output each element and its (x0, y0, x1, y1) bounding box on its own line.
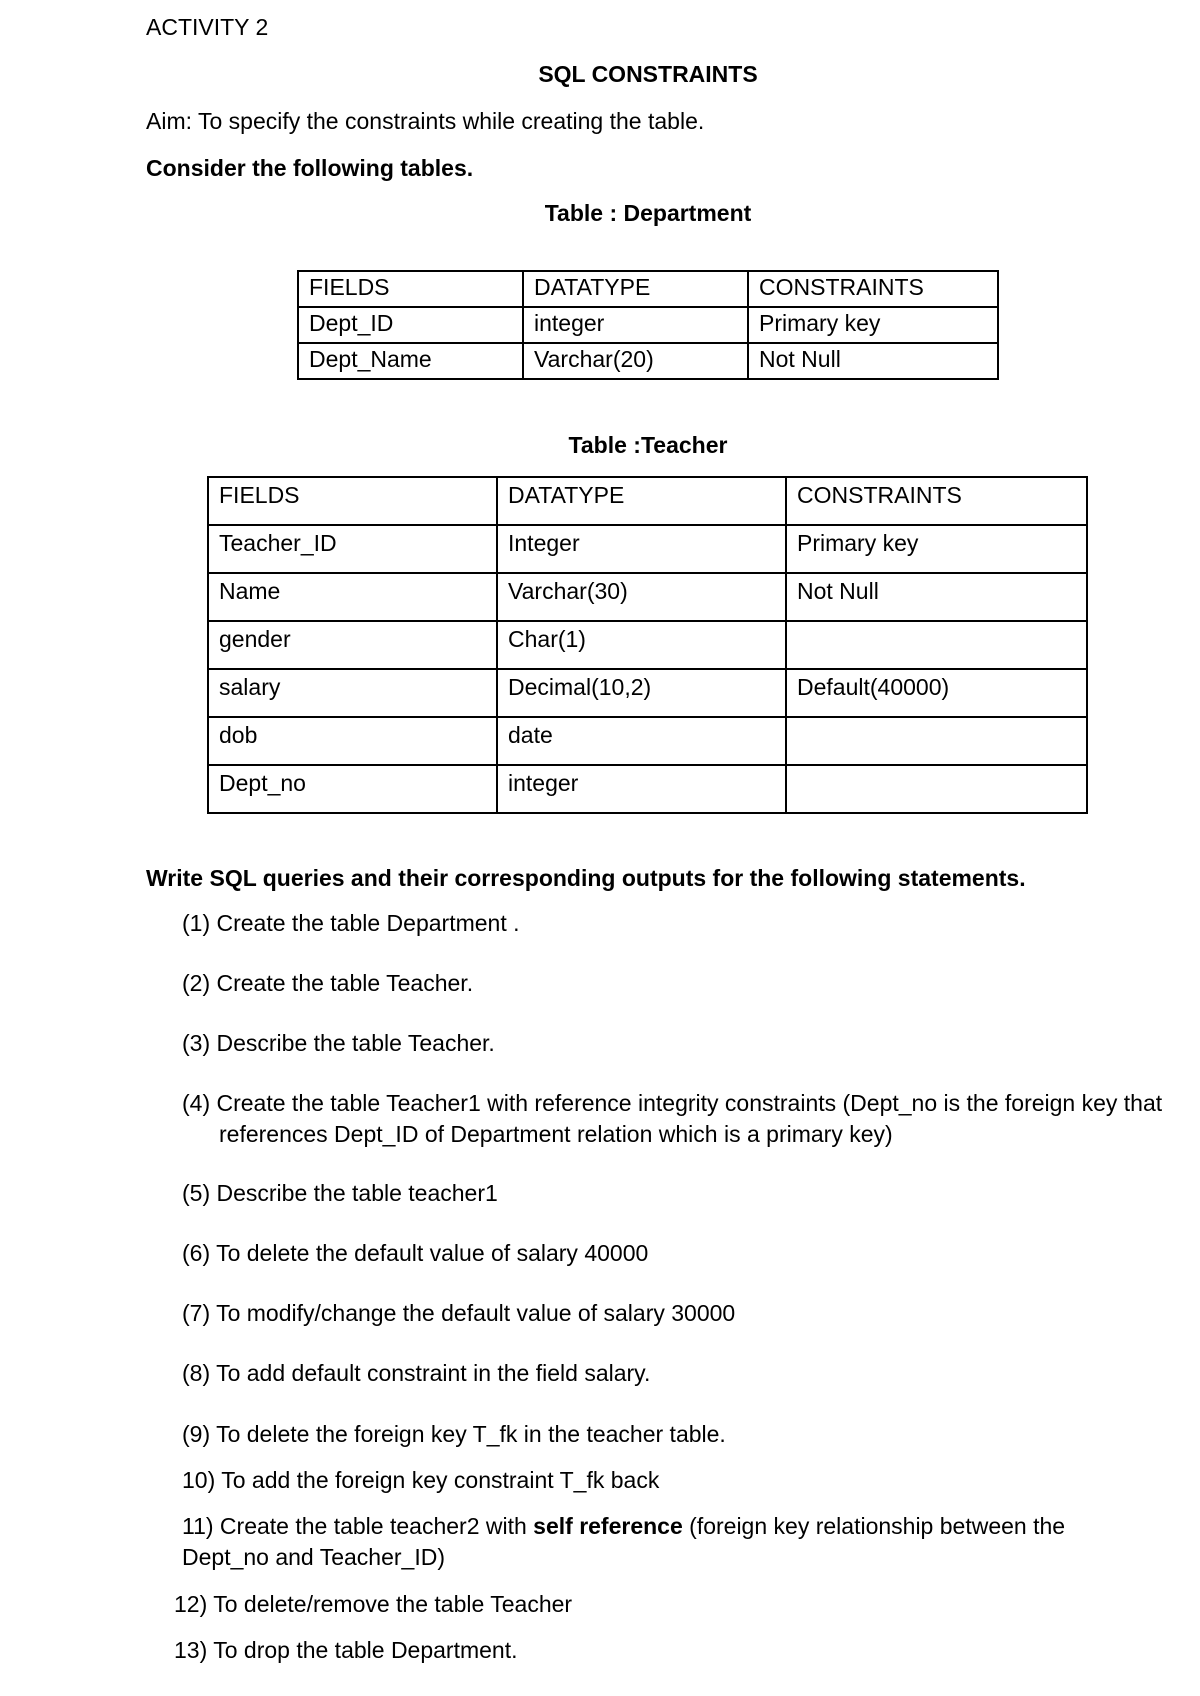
table-cell: Dept_no (208, 765, 497, 813)
header-cell: FIELDS (208, 477, 497, 525)
table-row (208, 621, 1087, 669)
table-cell (786, 765, 1087, 813)
table-row (208, 573, 1087, 621)
table-row (208, 525, 1087, 573)
table-cell: integer (497, 765, 786, 813)
table-cell: Dept_ID (298, 307, 523, 343)
question-2: (2) Create the table Teacher. (182, 970, 474, 996)
question-7: (7) To modify/change the default value of salary 30000 (182, 1300, 736, 1326)
table-row (298, 343, 998, 379)
table-cell (786, 621, 1087, 669)
table-cell: Char(1) (497, 621, 786, 669)
question-3: (3) Describe the table Teacher. (182, 1030, 495, 1056)
table-cell: Varchar(30) (497, 573, 786, 621)
table-cell: salary (208, 669, 497, 717)
question-1: (1) Create the table Department . (182, 910, 520, 936)
table-row (208, 765, 1087, 813)
teacher-table-caption: Table :Teacher (568, 432, 728, 458)
table-cell (786, 717, 1087, 765)
question-11-text-end: (foreign key relationship between the Dept_no and Teacher_ID) (182, 1513, 1066, 1570)
question-11 (182, 1511, 1142, 1573)
table-cell: Dept_Name (298, 343, 523, 379)
table-row (208, 669, 1087, 717)
instructions-heading: Write SQL queries and their corresponding outputs for the following statements. (146, 865, 1026, 891)
table-cell: Not Null (786, 573, 1087, 621)
question-4: (4) Create the table Teacher1 with reference integrity constraints (Dept_no is the foreign key that references Dept_ID of Department relation which is a primary key) (182, 1090, 1163, 1147)
header-cell: CONSTRAINTS (748, 271, 998, 307)
table-cell: Name (208, 573, 497, 621)
activity-label: ACTIVITY 2 (146, 14, 269, 40)
question-5: (5) Describe the table teacher1 (182, 1180, 498, 1206)
page-title: SQL CONSTRAINTS (538, 61, 758, 87)
table-cell: Varchar(20) (523, 343, 748, 379)
question-10: 10) To add the foreign key constraint T_fk back (182, 1467, 660, 1493)
consider-heading: Consider the following tables. (146, 155, 474, 181)
question-11-emphasis: self reference (533, 1513, 683, 1539)
table-cell: Teacher_ID (208, 525, 497, 573)
table-header-row (298, 271, 998, 307)
teacher-table (207, 476, 1088, 814)
table-header-row (208, 477, 1087, 525)
question-13: 13) To drop the table Department. (174, 1637, 518, 1663)
question-9: (9) To delete the foreign key T_fk in the teacher table. (182, 1421, 726, 1447)
table-cell: Decimal(10,2) (497, 669, 786, 717)
table-cell: Not Null (748, 343, 998, 379)
table-cell: Integer (497, 525, 786, 573)
header-cell: FIELDS (298, 271, 523, 307)
question-8: (8) To add default constraint in the field salary. (182, 1360, 651, 1386)
department-table-caption: Table : Department (544, 200, 752, 226)
table-row (298, 307, 998, 343)
header-cell: DATATYPE (523, 271, 748, 307)
header-cell: DATATYPE (497, 477, 786, 525)
header-cell: CONSTRAINTS (786, 477, 1087, 525)
department-table (297, 270, 999, 380)
question-6: (6) To delete the default value of salary 40000 (182, 1240, 649, 1266)
table-cell: integer (523, 307, 748, 343)
table-cell: Primary key (748, 307, 998, 343)
question-11-text: 11) Create the table teacher2 with (182, 1513, 534, 1539)
table-cell: gender (208, 621, 497, 669)
table-cell: Primary key (786, 525, 1087, 573)
aim-text: Aim: To specify the constraints while creating the table. (146, 108, 705, 134)
table-cell: Default(40000) (786, 669, 1087, 717)
table-cell: date (497, 717, 786, 765)
table-cell: dob (208, 717, 497, 765)
question-12: 12) To delete/remove the table Teacher (174, 1591, 573, 1617)
table-row (208, 717, 1087, 765)
